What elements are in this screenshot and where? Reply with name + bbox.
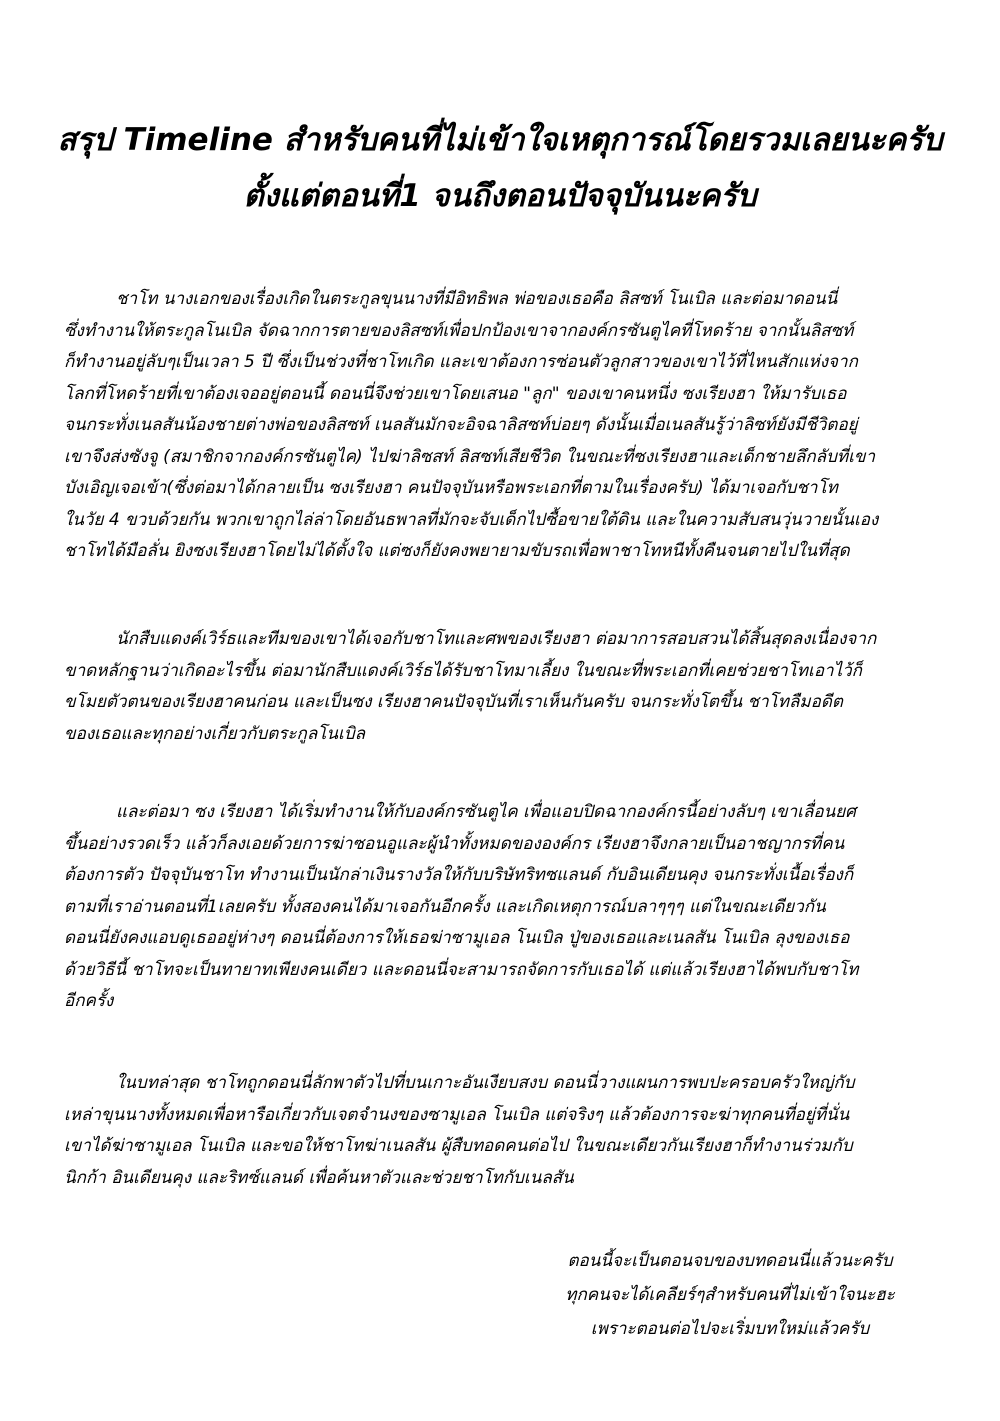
paragraph-latest-chapter [64,1068,964,1194]
text-line: ขาดหลักฐานว่าเกิดอะไรขึ้น ต่อมานักสืบแดงค์เวิร์ธได้รับชาโทมาเลี้ยง ในขณะที่พระเอกที่เคยช่วยชาโทเอาไว้ก็ [64,660,862,681]
text-line: ของเธอและทุกอย่างเกี่ยวกับตระกูลโนเบิล [64,723,366,744]
text-line: ในวัย 4 ขวบด้วยกัน พวกเขาถูกไล่ล่าโดยอันธพาลที่มักจะจับเด็กไปซื้อขายใต้ดิน และในความสับสนวุ่นวายนั้นเอง [64,509,879,530]
closing-line: ทุกคนจะได้เคลียร์ๆสำหรับคนที่ไม่เข้าใจนะฮะ [565,1285,895,1305]
text-line: ด้วยวิธีนี้ ชาโทจะเป็นทายาทเพียงคนเดียว และดอนนี่จะสามารถจัดการกับเธอได้ แต่แล้วเรียงฮาได้พบกับชาโท [64,959,859,980]
text-line: นักสืบแดงค์เวิร์ธและทีมของเขาได้เจอกับชาโทและศพของเรียงฮา ต่อมาการสอบสวนได้สิ้นสุดลงเนื่องจาก [116,629,877,649]
paragraph-investigation [64,624,964,750]
title-line: ตั้งแต่ตอนที่1 จนถึงตอนปัจจุบันนะครับ [243,178,757,214]
text-line: ในบทล่าสุด ชาโทถูกดอนนี่ลักพาตัวไปที่บนเกาะอันเงียบสงบ ดอนนี่วางแผนการพบปะครอบครัวใหญ่กับ [116,1073,855,1093]
closing-line: ตอนนี้จะเป็นตอนจบของบทดอนนี่แล้วนะครับ [567,1251,893,1271]
text-line: โลกที่โหดร้ายที่เขาต้องเจออยู่ตอนนี้ ดอนนี่จึงช่วยเขาโดยเสนอ "ลูก" ของเขาคนหนึ่ง ซงเรียงฮา ให้มารับเธอ [64,383,847,404]
text-line: เหล่าขุนนางทั้งหมดเพื่อหารือเกี่ยวกับเจตจำนงของซามูเอล โนเบิล แต่จริงๆ แล้วต้องการจะฆ่าทุกคนที่อยู่ที่นั่น [64,1104,850,1125]
text-line: ก็ทำงานอยู่ลับๆเป็นเวลา 5 ปี ซึ่งเป็นช่วงที่ชาโทเกิด และเขาต้องการซ่อนตัวลูกสาวของเขาไว้ที่ไหนสักแห่งจาก [64,352,858,372]
text-line: และต่อมา ซง เรียงฮา ได้เริ่มทำงานให้กับองค์กรซันตูไค เพื่อแอบปิดฉากองค์กรนี้อย่างลับๆ เขาเลื่อนยศ [116,802,856,822]
text-line: ชาโทได้มือลั่น ยิงซงเรียงฮาโดยไม่ได้ตั้งใจ แต่ซงก็ยังคงพยายามขับรถเพื่อพาชาโทหนีทั้งคืนจนตายไปในที่สุด [64,541,850,561]
text-line: นิกก้า อินเดียนคุง และริทซ์แลนด์ เพื่อค้นหาตัวและช่วยชาโทกับเนลสัน [64,1167,574,1188]
text-line: ตามที่เราอ่านตอนที่1เลยครับ ทั้งสองคนได้มาเจอกันอีกครั้ง และเกิดเหตุการณ์บลาๆๆๆ แต่ในขณะเดียวกัน [64,896,826,917]
text-line: เขาจึงส่งซังจู (สมาชิกจากองค์กรซันตูไค) ไปฆ่าลิซสท์ ลิสซท์เสียชีวิต ในขณะที่ซงเรียงฮาและเด็กชายลึกลับที่เขา [64,446,876,467]
paragraph-origin [64,284,964,568]
text-line: จนกระทั่งเนลสันน้องชายต่างพ่อของลิสซท์ เนลสันมักจะอิจฉาลิสซท์บ่อยๆ ดังนั้นเมื่อเนลสันรู้ว่าลิซท์ยังมีชีวิตอยู่ [64,415,858,435]
title-line: สรุป Timeline สำหรับคนที่ไม่เข้าใจเหตุการณ์โดยรวมเลยนะครับ [57,122,943,158]
text-line: บังเอิญเจอเข้า(ซึ่งต่อมาได้กลายเป็น ซงเรียงฮา คนปัจจุบันหรือพระเอกที่ตามในเรื่องครับ) ได้มาเจอกับชาโท [64,478,838,498]
page-title [20,112,980,224]
text-line: ซึ่งทำงานให้ตระกูลโนเบิล จัดฉากการตายของลิสซท์เพื่อปกป้องเขาจากองค์กรซันตูไคที่โหดร้าย จากนั้นลิสซท์ [64,320,854,341]
text-line: อีกครั้ง [64,991,114,1011]
text-line: ต้องการตัว ปัจจุบันชาโท ทำงานเป็นนักล่าเงินรางวัลให้กับบริษัทริทซแลนด์ กับอินเดียนคุง จนกระทั่งเนื้อเรื่องก็ [64,865,854,885]
text-line: ดอนนี่ยังคงแอบดูเธออยู่ห่างๆ ดอนนี่ต้องการให้เธอฆ่าซามูเอล โนเบิล ปู่ของเธอและเนลสัน โนเบิล ลุงของเธอ [64,928,850,948]
text-line: ขโมยตัวตนของเรียงฮาคนก่อน และเป็นซง เรียงฮาคนปัจจุบันที่เราเห็นกันครับ จนกระทั่งโตขึ้น ชาโทลืมอดีต [64,692,843,712]
text-line: ชาโท นางเอกของเรื่องเกิดในตระกูลขุนนางที่มีอิทธิพล พ่อของเธอคือ ลิสซท์ โนเบิล และต่อมาดอนนี่ [116,289,838,309]
text-line: เขาได้ฆ่าซามูเอล โนเบิล และขอให้ชาโทฆ่าเนลสัน ผู้สืบทอดคนต่อไป ในขณะเดียวกันเรียงฮาก็ทำงานร่วมกับ [64,1136,853,1156]
closing-note [520,1244,940,1346]
closing-line: เพราะตอนต่อไปจะเริ่มบทใหม่แล้วครับ [590,1319,870,1339]
paragraph-santukai [64,797,964,1018]
text-line: ขึ้นอย่างรวดเร็ว แล้วก็ลงเอยด้วยการฆ่าซอนอูและผู้นำทั้งหมดขององค์กร เรียงฮาจึงกลายเป็นอาชญากรที่คน [64,833,845,854]
